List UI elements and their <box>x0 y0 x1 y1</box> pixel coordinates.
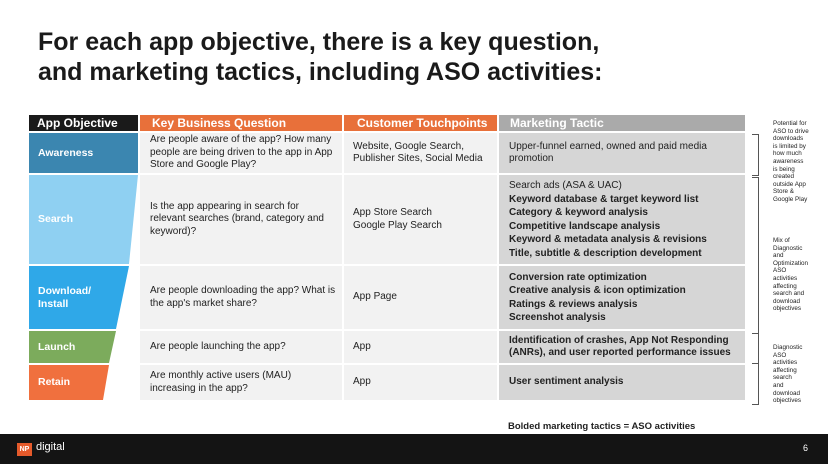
header-marketing-tactic: Marketing Tactic <box>499 115 745 131</box>
objective-download-install: Download/ Install <box>38 285 92 310</box>
note-line: and <box>773 252 784 260</box>
touchpoint-line: App Store Search <box>353 207 432 218</box>
note-line: download <box>773 389 800 397</box>
touchpoint-line: App <box>353 340 371 352</box>
note-line: how much <box>773 150 802 158</box>
note-line: activities <box>773 274 798 282</box>
tactic-line: Search ads (ASA & UAC) <box>509 180 622 191</box>
tactic-launch <box>499 331 745 363</box>
note-line: affecting <box>773 282 797 290</box>
brace-launch-retain <box>752 333 759 405</box>
page-title <box>38 27 738 87</box>
tactic-line-aso: Screenshot analysis <box>509 312 606 323</box>
np-logo-mark: NP <box>17 443 32 456</box>
touchpoint-line: Google Play Search <box>353 219 442 231</box>
question-retain: Are monthly active users (MAU) increasing in the app? <box>140 365 342 400</box>
question-search: Is the app appearing in search for relevant searches (brand, category and keyword)? <box>140 175 342 264</box>
tactic-line-aso: Ratings & reviews analysis <box>509 298 638 310</box>
note-line: downloads <box>773 135 804 143</box>
tactic-line-aso: User sentiment analysis <box>509 376 624 388</box>
tactic-search <box>499 175 745 264</box>
title-line-1: For each app objective, there is a key question, <box>38 28 600 56</box>
tactic-line-aso: Title, subtitle & description development <box>509 247 702 259</box>
note-launch-retain <box>773 344 802 405</box>
bolded-tactics-legend: Bolded marketing tactics = ASO activities <box>508 421 696 432</box>
tactic-line-aso: Category & keyword analysis <box>509 207 648 218</box>
tactic-line-aso: (ANRs), and user reported performance issues <box>509 347 731 358</box>
title-line-2: and marketing tactics, including ASO activities: <box>38 58 603 86</box>
note-line: ASO to drive <box>773 127 809 135</box>
footer-bar <box>0 434 828 464</box>
note-line: download <box>773 297 800 305</box>
brace-awareness <box>752 134 759 176</box>
note-line: is being <box>773 165 795 173</box>
note-line: Google Play <box>773 195 808 203</box>
header-app-objective: App Objective <box>29 115 138 131</box>
question-download: Are people downloading the app? What is the app's market share? <box>140 266 342 329</box>
note-search-download <box>773 237 808 313</box>
tactic-line-aso: Identification of crashes, App Not Responding <box>509 334 729 346</box>
objective-awareness: Awareness <box>38 146 94 159</box>
tactic-line-aso: Keyword & metadata analysis & revisions <box>509 234 707 245</box>
objective-retain: Retain <box>38 376 71 389</box>
tactic-line: Upper-funnel earned, owned and paid media <box>509 140 707 152</box>
note-line: is limited by <box>773 142 806 150</box>
note-awareness <box>773 120 809 204</box>
note-line: Store & <box>773 188 794 196</box>
touchpoints-awareness <box>344 133 497 173</box>
touchpoint-line: Publisher Sites, Social Media <box>353 153 483 164</box>
tactic-line-aso: Competitive landscape analysis <box>509 220 661 232</box>
note-line: Diagnostic <box>773 344 803 351</box>
touchpoints-launch <box>344 331 497 363</box>
note-line: awareness <box>773 157 804 165</box>
note-line: ASO <box>773 351 787 359</box>
touchpoints-search <box>344 175 497 264</box>
note-line: search and <box>773 290 805 298</box>
header-key-business-question: Key Business Question <box>140 115 342 131</box>
objective-search: Search <box>38 213 74 226</box>
touchpoint-line: App Page <box>353 291 397 303</box>
touchpoint-line: App <box>353 376 371 388</box>
touchpoints-retain <box>344 365 497 400</box>
tactic-retain <box>499 365 745 400</box>
objective-launch: Launch <box>38 340 76 353</box>
note-line: affecting <box>773 366 797 374</box>
note-line: search <box>773 374 792 382</box>
page-number: 6 <box>802 443 808 453</box>
tactic-download <box>499 266 745 329</box>
touchpoints-download <box>344 266 497 329</box>
note-line: Diagnostic <box>773 244 803 252</box>
question-awareness: Are people aware of the app? How many people are being driven to the app in App Store and Google Play? <box>140 133 342 173</box>
note-line: created <box>773 173 795 181</box>
note-line: objectives <box>773 397 802 405</box>
note-line: Potential for <box>773 120 807 127</box>
note-line: Mix of <box>773 237 790 244</box>
question-launch: Are people launching the app? <box>140 331 342 363</box>
note-line: and <box>773 381 784 389</box>
note-line: Optimization <box>773 259 808 267</box>
header-customer-touchpoints: Customer Touchpoints <box>344 115 497 131</box>
tactic-line-aso: Creative analysis & icon optimization <box>509 285 686 296</box>
note-line: outside App <box>773 180 806 188</box>
touchpoint-line: Website, Google Search, <box>353 140 464 152</box>
tactic-line-aso: Keyword database & target keyword list <box>509 193 699 205</box>
note-line: objectives <box>773 305 802 313</box>
tactic-line-aso: Conversion rate optimization <box>509 271 647 283</box>
note-line: activities <box>773 359 798 367</box>
tactic-awareness <box>499 133 745 173</box>
tactic-line: promotion <box>509 153 554 164</box>
np-logo-text: digital <box>36 441 65 453</box>
note-line: ASO <box>773 267 787 275</box>
